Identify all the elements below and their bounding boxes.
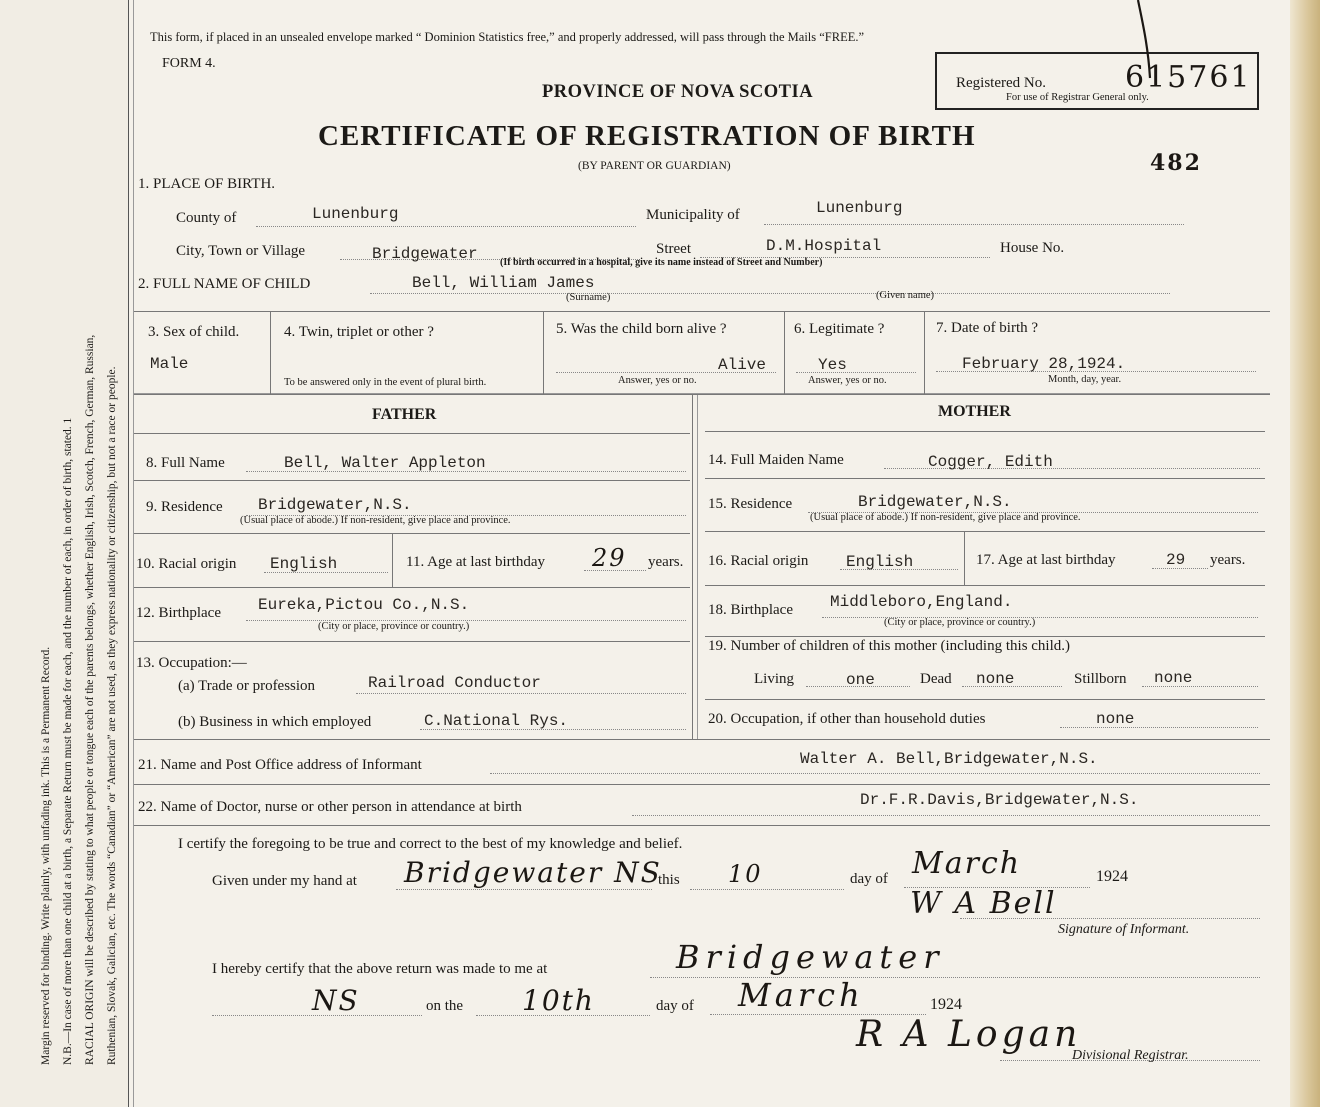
twin-note: To be answered only in the event of plural birth. (284, 377, 487, 388)
street-label: Street (656, 241, 691, 257)
cert-year: 1924 (1096, 868, 1128, 885)
province-title: PROVINCE OF NOVA SCOTIA (542, 82, 814, 102)
alive-note: Answer, yes or no. (618, 375, 697, 386)
father-birthplace-note: (City or place, province or country.) (318, 621, 470, 632)
informant-value: Walter A. Bell,Bridgewater,N.S. (800, 750, 1098, 768)
certificate-subtitle: (BY PARENT OR GUARDIAN) (578, 160, 731, 172)
cert-day-of-label: day of (850, 871, 888, 887)
mother-age-value: 29 (1166, 551, 1186, 569)
mother-residence-value: Bridgewater,N.S. (858, 493, 1012, 511)
place-of-birth-heading: 1. PLACE OF BIRTH. (138, 176, 276, 192)
trade-label: (a) Trade or profession (178, 678, 316, 694)
surname-note: (Surname) (566, 292, 611, 303)
father-name-label: 8. Full Name (146, 455, 225, 471)
sex-value: Male (150, 355, 189, 373)
mother-birthplace-note: (City or place, province or country.) (884, 617, 1036, 628)
alive-label: 5. Was the child born alive ? (556, 321, 727, 337)
paper-edge (1290, 0, 1320, 1107)
father-name-value: Bell, Walter Appleton (284, 454, 486, 472)
child-name-label: 2. FULL NAME OF CHILD (138, 276, 311, 292)
legitimate-label: 6. Legitimate ? (794, 321, 885, 337)
city-label: City, Town or Village (176, 243, 306, 259)
informant-label: 21. Name and Post Office address of Informant (138, 757, 422, 773)
cert-day: 10 (728, 860, 763, 888)
father-residence-value: Bridgewater,N.S. (258, 496, 412, 514)
living-label: Living (754, 671, 794, 687)
father-racial-value: English (270, 555, 338, 573)
registrar-signature-label: Divisional Registrar. (1072, 1048, 1189, 1063)
father-age-value: 29 (592, 544, 627, 572)
given-under-label: Given under my hand at (212, 873, 357, 889)
registrar-place: Bridgewater (676, 938, 945, 976)
legitimate-value: Yes (818, 356, 847, 374)
certify-statement: I certify the foregoing to be true and correct to the best of my knowledge and belief. (178, 836, 683, 852)
this-label: this (658, 872, 680, 888)
legitimate-note: Answer, yes or no. (808, 375, 887, 386)
given-place: Bridgewater NS (404, 856, 662, 889)
business-value: C.National Rys. (424, 712, 569, 730)
registrar-signature: R A Logan (856, 1014, 1082, 1055)
father-occupation-label: 13. Occupation:— (136, 655, 247, 671)
father-age-label: 11. Age at last birthday (406, 554, 545, 570)
municipality-label: Municipality of (646, 207, 740, 223)
house-no-label: House No. (1000, 240, 1065, 256)
child-name-value: Bell, William James (412, 274, 595, 292)
registrar-on-the-label: on the (426, 998, 464, 1014)
sex-label: 3. Sex of child. (148, 324, 240, 340)
registrar-statement: I hereby certify that the above return was made to me at (212, 961, 548, 977)
stillborn-value: none (1154, 669, 1193, 687)
margin-line-2 (133, 0, 134, 1107)
mother-name-label: 14. Full Maiden Name (708, 452, 844, 468)
margin-code: 482 (1150, 150, 1202, 176)
registrar-year: 1924 (930, 996, 962, 1013)
mother-residence-note: (Usual place of abode.) If non-resident, give place and province. (810, 512, 1081, 523)
mother-name-value: Cogger, Edith (928, 453, 1053, 471)
mother-racial-label: 16. Racial origin (708, 553, 809, 569)
county-value: Lunenburg (312, 205, 399, 223)
mother-residence-label: 15. Residence (708, 496, 793, 512)
dead-label: Dead (920, 671, 952, 687)
informant-signature: W A Bell (910, 886, 1057, 921)
dob-note: Month, day, year. (1048, 374, 1122, 385)
mother-age-unit: years. (1210, 552, 1246, 568)
dob-value: February 28,1924. (962, 355, 1126, 373)
children-count-label: 19. Number of children of this mother (including this child.) (708, 638, 1071, 654)
father-age-unit: years. (648, 554, 684, 570)
living-value: one (846, 671, 875, 689)
given-name-note: (Given name) (876, 290, 935, 301)
hospital-note: (If birth occurred in a hospital, give its name instead of Street and Number) (500, 257, 823, 268)
twin-label: 4. Twin, triplet or other ? (284, 324, 434, 340)
city-value: Bridgewater (372, 245, 478, 263)
certificate-title: CERTIFICATE OF REGISTRATION OF BIRTH (318, 120, 976, 152)
father-birthplace-label: 12. Birthplace (136, 605, 221, 621)
cert-month: March (912, 846, 1022, 881)
county-label: County of (176, 210, 237, 226)
father-residence-note: (Usual place of abode.) If non-resident, give place and province. (240, 515, 511, 526)
mother-occupation-value: none (1096, 710, 1135, 728)
side-note-4: Ruthenian, Slovak, Galician, etc. The words “Canadian” or “American” are not used, as they express nationality or citizenship, but not a race or people. (106, 366, 118, 1065)
alive-value: Alive (718, 356, 767, 374)
father-birthplace-value: Eureka,Pictou Co.,N.S. (258, 596, 470, 614)
registrar-day-of-label: day of (656, 998, 694, 1014)
dob-label: 7. Date of birth ? (936, 320, 1039, 336)
mother-occupation-label: 20. Occupation, if other than household duties (708, 711, 986, 727)
doctor-value: Dr.F.R.Davis,Bridgewater,N.S. (860, 791, 1139, 809)
father-heading: FATHER (372, 406, 437, 423)
registrar-use-label: For use of Registrar General only. (1006, 92, 1149, 103)
dead-value: none (976, 670, 1015, 688)
side-note-3: RACIAL ORIGIN will be described by stating to what people or tongue each of the parents belongs, whether English, Irish, Scotch, French, German, Russian, (84, 334, 96, 1065)
business-label: (b) Business in which employed (178, 714, 372, 730)
mail-notice: This form, if placed in an unsealed envelope marked “ Dominion Statistics free,” and properly addressed, will pass through the Mails “FREE.” (150, 30, 865, 44)
mother-birthplace-label: 18. Birthplace (708, 602, 793, 618)
father-racial-label: 10. Racial origin (136, 556, 237, 572)
registrar-day: 10th (522, 984, 595, 1017)
street-value: D.M.Hospital (766, 237, 882, 255)
form-number: FORM 4. (162, 56, 216, 71)
mother-age-label: 17. Age at last birthday (976, 552, 1116, 568)
mother-racial-value: English (846, 553, 914, 571)
registered-no-label: Registered No. (956, 75, 1046, 91)
informant-signature-label: Signature of Informant. (1058, 922, 1190, 937)
margin-line (128, 0, 129, 1107)
side-note-1: Margin reserved for binding. Write plainly, with unfading ink. This is a Permanent Record. (40, 646, 52, 1065)
stillborn-label: Stillborn (1074, 671, 1127, 687)
pen-stroke (1120, 0, 1170, 80)
doctor-label: 22. Name of Doctor, nurse or other person in attendance at birth (138, 799, 522, 815)
side-note-2: N.B.—In case of more than one child at a birth, a Separate Return must be made for each, and the number of each, in order of birth, stated. 1 (62, 417, 74, 1065)
registrar-month: March (738, 976, 864, 1014)
mother-birthplace-value: Middleboro,England. (830, 593, 1013, 611)
trade-value: Railroad Conductor (368, 674, 541, 692)
father-residence-label: 9. Residence (146, 499, 223, 515)
registrar-place-2: NS (312, 984, 360, 1017)
registered-no-value: 615761 (1125, 60, 1252, 95)
municipality-value: Lunenburg (816, 199, 903, 217)
mother-heading: MOTHER (938, 403, 1011, 420)
